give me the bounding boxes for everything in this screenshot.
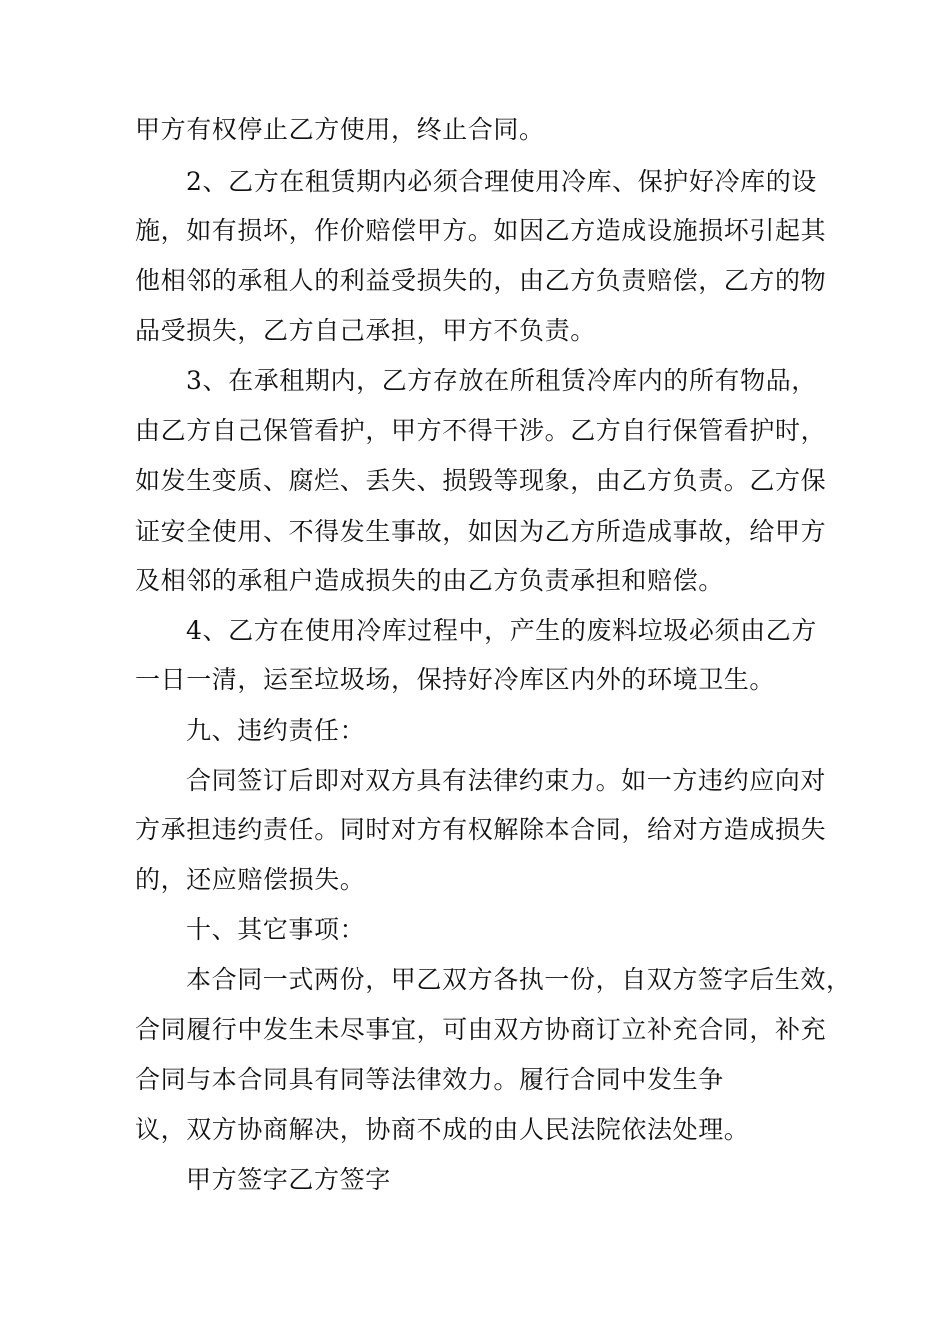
text-line: 一日一清，运至垃圾场，保持好冷库区内外的环境卫生。 [135, 665, 776, 694]
text-line: 议，双方协商解决，协商不成的由人民法院依法处理。 [135, 1115, 750, 1144]
section-heading: 九、违约责任： [186, 716, 366, 745]
text-line: 的，还应赔偿损失。 [135, 865, 366, 894]
text-line: 施，如有损坏，作价赔偿甲方。如因乙方造成设施损坏引起其 [135, 216, 827, 245]
text-line: 4、乙方在使用冷库过程中，产生的废料垃圾必须由乙方 [186, 616, 817, 645]
text-line: 2、乙方在租赁期内必须合理使用冷库、保护好冷库的设 [186, 167, 817, 196]
text-line: 及相邻的承租户造成损失的由乙方负责承担和赔偿。 [135, 566, 724, 595]
text-line: 本合同一式两份，甲乙双方各执一份，自双方签字后生效， [186, 965, 852, 994]
text-line: 方承担违约责任。同时对方有权解除本合同，给对方造成损失 [135, 815, 827, 844]
text-line: 合同与本合同具有同等法律效力。履行合同中发生争 [135, 1065, 724, 1094]
text-line: 证安全使用、不得发生事故，如因为乙方所造成事故，给甲方 [135, 517, 827, 546]
signature-line: 甲方签字乙方签字 [186, 1165, 391, 1194]
text-line: 合同履行中发生未尽事宜，可由双方协商订立补充合同，补充 [135, 1015, 827, 1044]
text-line: 品受损失，乙方自己承担，甲方不负责。 [135, 316, 596, 345]
text-line: 3、在承租期内，乙方存放在所租赁冷库内的所有物品， [186, 366, 817, 395]
text-line: 甲方有权停止乙方使用，终止合同。 [135, 115, 545, 144]
text-line: 合同签订后即对双方具有法律约束力。如一方违约应向对 [186, 766, 827, 795]
text-line: 由乙方自己保管看护，甲方不得干涉。乙方自行保管看护时， [135, 416, 827, 445]
text-line: 他相邻的承租人的利益受损失的，由乙方负责赔偿，乙方的物 [135, 266, 827, 295]
text-line: 如发生变质、腐烂、丢失、损毁等现象，由乙方负责。乙方保 [135, 466, 827, 495]
section-heading: 十、其它事项： [186, 915, 366, 944]
